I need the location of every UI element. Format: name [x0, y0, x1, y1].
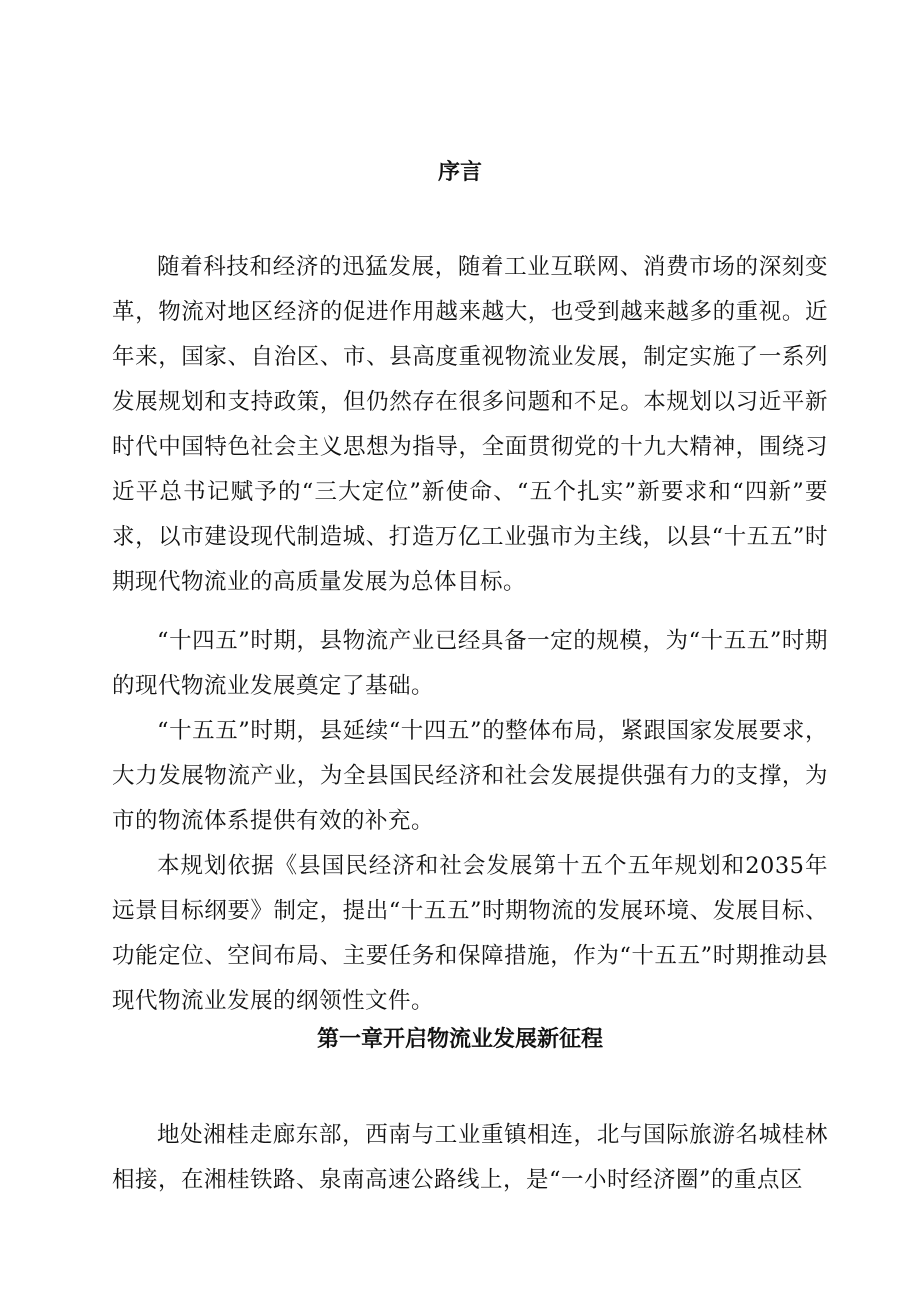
chapter-paragraph-1: 地处湘桂走廊东部，西南与工业重镇相连，北与国际旅游名城桂林相接，在湘桂铁路、泉南高速公路线上，是“一小时经济圈”的重点区 — [112, 1122, 828, 1193]
preface-title: 序言 — [437, 160, 482, 185]
preface-paragraph-4: 本规划依据《县国民经济和社会发展第十五个五年规划和2035年远景目标纲要》制定，提出“十五五”时期物流的发展环境、发展目标、功能定位、空间布局、主要任务和保障措施，作为“十五五”时期推动县现代物流业发展的纲领性文件。 — [112, 853, 828, 1014]
preface-paragraph-1: 随着科技和经济的迅猛发展，随着工业互联网、消费市场的深刻变革，物流对地区经济的促进作用越来越大，也受到越来越多的重视。近年来，国家、自治区、市、县高度重视物流业发展，制定实施了一系列发展规划和支持政策，但仍然存在很多问题和不足。本规划以习近平新时代中国特色社会主义思想为指导，全面贯彻党的十九大精神，围绕习近平总书记赋予的“三大定位”新使命、“五个扎实”新要求和“四新”要求，以市建设现代制造城、打造万亿工业强市为主线，以县“十五五”时期现代物流业的高质量发展为总体目标。 — [112, 254, 828, 595]
preface-paragraph-2: “十四五”时期，县物流产业已经具备一定的规模，为“十五五”时期的现代物流业发展奠定了基础。 — [112, 628, 828, 699]
preface-paragraph-3: “十五五”时期，县延续“十四五”的整体布局，紧跟国家发展要求，大力发展物流产业，为全县国民经济和社会发展提供强有力的支撑，为市的物流体系提供有效的补充。 — [112, 718, 828, 834]
chapter-title: 第一章开启物流业发展新征程 — [316, 1027, 603, 1052]
